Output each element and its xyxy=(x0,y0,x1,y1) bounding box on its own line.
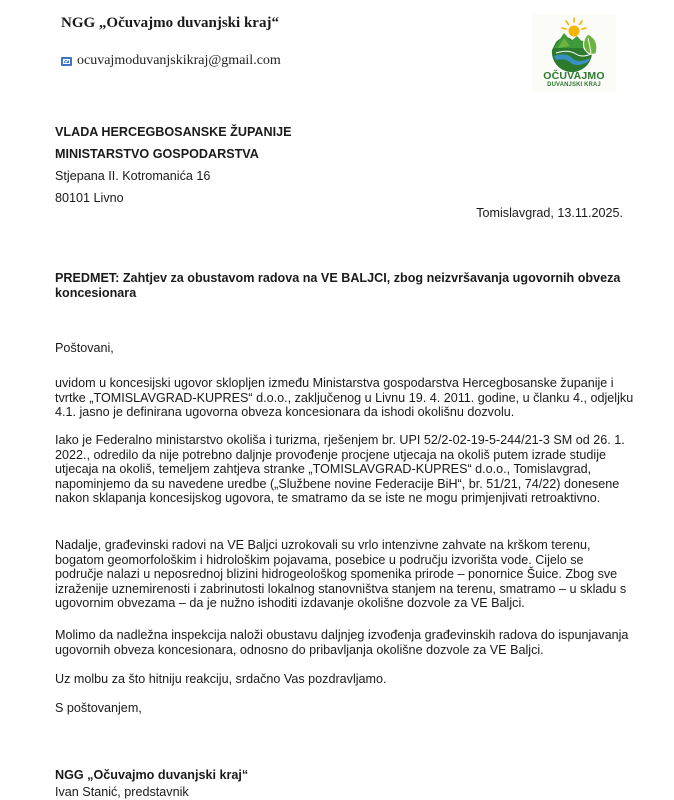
letterhead-org-name: NGG „Očuvajmo duvanjski kraj“ xyxy=(61,15,279,31)
letter-greeting: Poštovani, xyxy=(55,341,114,355)
signature-org-name: NGG „Očuvajmo duvanjski kraj“ xyxy=(55,768,249,782)
letter-subject: PREDMET: Zahtjev za obustavom radova na VE BALJCI, zbog neizvršavanja ugovornih obveza koncesionara xyxy=(55,271,621,300)
body-paragraph: uvidom u koncesijski ugovor sklopljen između Ministarstva gospodarstva Hercegbosanske županije i tvrtke „TOMISLAVGRAD-KUPRES“ d.o.o., zaključenog u Livnu 19. 4. 2011. godine, u članku 4., odjeljku 4.1. jasno je definirana ugovorna obveza koncesionara da ishodi okolišnu dozvolu. xyxy=(55,376,634,420)
recipient-ministry: MINISTARSTVO GOSPODARSTVA xyxy=(55,147,259,161)
body-paragraph: Iako je Federalno ministarstvo okoliša i turizma, rješenjem br. UPI 52/2-02-19-5-244/21-3 SM od 26. 1. 2022., odredilo da nije potrebno daljnje provođenje procjene utjecaja na okoliš putem izrade studije utjecaja na okoliš, temeljem zahtjeva stranke „TOMISLAVGRAD-KUPRES“ d.o.o., Tomislavgrad, napominjemo da su navedene uredbe („Službene novine Federacije BiH“, br. 51/21, 74/22) donesene nakon sklapanja koncesijskog ugovora, te smatramo da se iste ne mogu primjenjivati retroaktivno. xyxy=(55,433,625,506)
recipient-government: VLADA HERCEGBOSANSKE ŽUPANIJE xyxy=(55,125,292,139)
recipient-city: 80101 Livno xyxy=(55,191,124,205)
envelope-icon xyxy=(61,57,72,66)
letterhead-email[interactable]: ocuvajmoduvanjskikraj@gmail.com xyxy=(77,53,281,68)
recipient-address: Stjepana II. Kotromanića 16 xyxy=(55,169,211,183)
logo-emblem-icon xyxy=(544,16,604,72)
signature-name-role: Ivan Stanić, predstavnik xyxy=(55,785,189,799)
organization-logo xyxy=(532,14,616,92)
logo-text-line1: OČUVAJMO xyxy=(543,70,605,82)
letter-closing: S poštovanjem, xyxy=(55,701,142,715)
body-paragraph: Uz molbu za što hitniju reakciju, srdačno Vas pozdravljamo. xyxy=(55,672,387,686)
recipient-block xyxy=(55,121,292,209)
logo-text-line2: DUVANJSKI KRAJ xyxy=(547,82,601,88)
place-and-date: Tomislavgrad, 13.11.2025. xyxy=(476,206,623,220)
body-paragraph: Nadalje, građevinski radovi na VE Baljci uzrokovali su vrlo intenzivne zahvate na krškom terenu, bogatom geomorfološkim i hidrološkim pojavama, posebice u području izvorišta vode. Cijelo se područje nalazi u neposrednoj blizini hidrogeološkog spomenika prirode – ponornice Šuice. Zbog sve izraženije uznemirenosti i zabrinutosti lokalnog stanovništva stanjem na terenu, smatramo – u skladu s ugovornim obvezama – da je nužno ishoditi izdavanje okolišne dozvole za VE Baljci. xyxy=(55,538,627,611)
letterhead-email-row xyxy=(61,53,281,69)
body-paragraph: Molimo da nadležna inspekcija naloži obustavu daljnjeg izvođenja građevinskih radova do ispunjavanja ugovornih obveza koncesionara, odnosno do pribavljanja okolišne dozvole za VE Baljci. xyxy=(55,628,629,657)
